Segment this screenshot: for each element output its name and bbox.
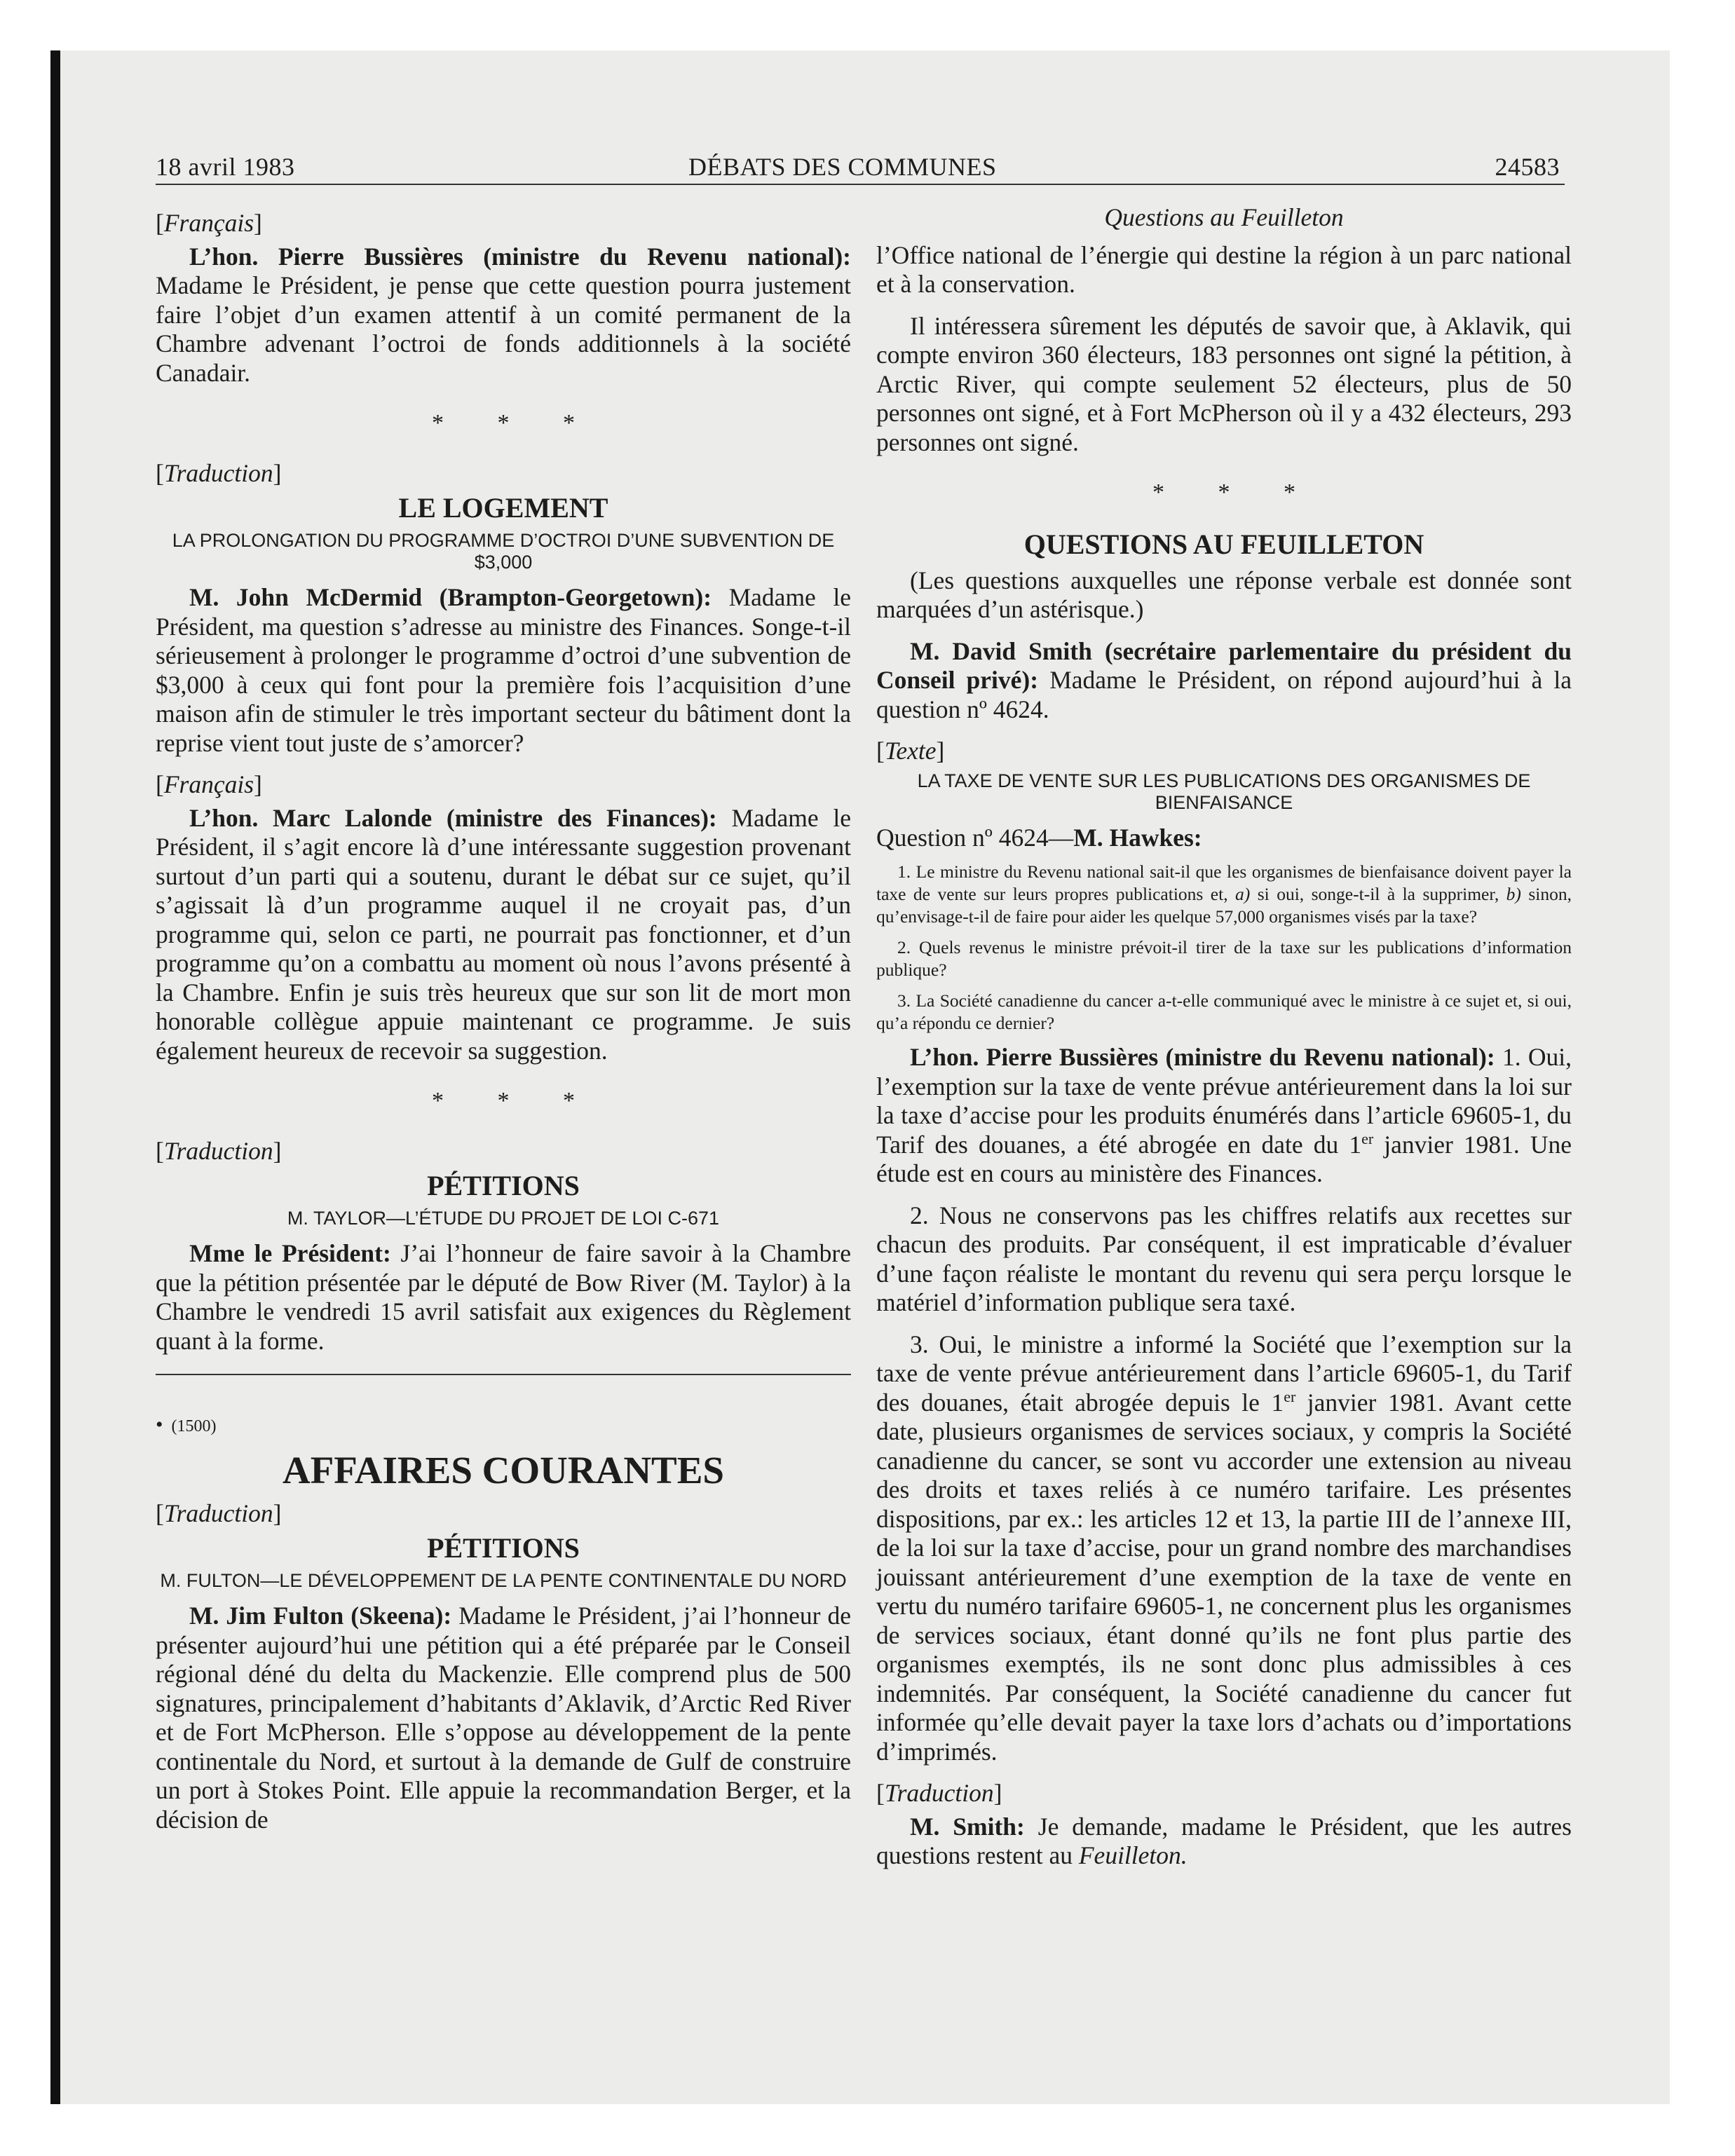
header-date: 18 avril 1983 — [156, 153, 295, 181]
speech-paragraph: L’hon. Pierre Bussières (ministre du Revenu national): Madame le Président, je pense que cette question pourra justement faire l’objet d’un examen attentif à un comité permanent de la Chambre advenant l’octroi de fonds additionnels à la société Canadair. — [156, 242, 851, 387]
language-marker: [Traduction] — [156, 1136, 282, 1165]
speech-paragraph: M. Jim Fulton (Skeena): Madame le Président, j’ai l’honneur de présenter aujourd’hui une pétition qui a été préparée par le Conseil régional déné du delta du Mackenzie. Elle comprend plus de 500 signatures, principalement d’habitants d’Aklavik, d’Arctic Red River et de Fort McPherson. Elle s’oppose au développement de la pente continentale du Nord, et surtout à la demande de Gulf de construire un port à Stokes Point. Elle appuie la recommandation Berger, et la décision de — [156, 1602, 852, 1834]
language-marker: [Traduction] — [876, 1779, 1002, 1807]
speech-paragraph: M. David Smith (secrétaire parlementaire du président du Conseil privé): Madame le Président, on répond aujourd’hui à la question nº 4624. — [876, 636, 1572, 723]
language-marker: [Français] — [156, 770, 262, 798]
section-heading: PÉTITIONS — [427, 1170, 580, 1201]
language-marker: [Français] — [156, 209, 262, 237]
speech-paragraph: M. John McDermid (Brampton-Georgetown): Madame le Président, ma question s’adresse au ministre des Finances. Songe-t-il sérieusement à prolonger le programme d’octroi d’une subvention de $3,000 à ceux qui font pour la première fois l’acquisition d’une maison afin de stimuler le très important secteur du bâtiment dont la reprise vient tout juste de s’amorcer? — [156, 583, 851, 757]
speaker-name: M. John McDermid (Brampton-Georgetown): — [189, 583, 712, 611]
major-heading: AFFAIRES COURANTES — [282, 1448, 725, 1492]
question-item: 3. La Société canadienne du cancer a-t-elle communiqué avec le ministre à ce sujet et, si oui, qu’a répondu ce dernier? — [876, 990, 1572, 1033]
section-separator: * * * — [432, 410, 599, 436]
time-marker: • (1500) — [156, 1413, 217, 1436]
note-paragraph: (Les questions auxquelles une réponse verbale est donnée sont marquées d’un astérisque.) — [876, 566, 1572, 623]
speech-paragraph: M. Smith: Je demande, madame le Président, que les autres questions restent au Feuilleton. — [876, 1812, 1572, 1869]
speech-paragraph: l’Office national de l’énergie qui destine la région à un parc national et à la conservation. — [876, 240, 1572, 298]
speaker-name: L’hon. Marc Lalonde (ministre des Finances): — [189, 803, 717, 832]
section-rule — [156, 1374, 851, 1375]
section-subheading: M. TAYLOR—L’ÉTUDE DU PROJET DE LOI C-671 — [287, 1208, 720, 1229]
question-item: 1. Le ministre du Revenu national sait-il que les organismes de bienfaisance doivent payer la taxe de vente sur leurs propres publications et, a) si oui, songe-t-il à la supprimer, b) sinon, qu’envisage-t-il de faire pour aider les quelque 57,000 organismes visés par la taxe? — [876, 861, 1572, 927]
binding-edge — [50, 50, 60, 2104]
section-heading: QUESTIONS AU FEUILLETON — [1023, 528, 1424, 560]
speech-paragraph: Il intéressera sûrement les députés de savoir que, à Aklavik, qui compte environ 360 électeurs, 183 personnes ont signé la pétition, à Arctic River, qui compte seulement 52 électeurs, plus de 50 personnes ont signé, et à Fort McPherson où il y a 432 électeurs, 293 personnes ont signé. — [876, 311, 1572, 456]
running-head: Questions au Feuilleton — [1104, 203, 1344, 231]
section-subheading: M. FULTON—LE DÉVELOPPEMENT DE LA PENTE CONTINENTALE DU NORD — [160, 1570, 847, 1591]
answer-paragraph: 3. Oui, le ministre a informé la Société que l’exemption sur la taxe de vente prévue antérieurement dans l’article 69605-1, du Tarif des douanes, était abrogée depuis le 1er janvier 1981. Avant cette date, plusieurs organismes de services sociaux, y compris la Société canadienne du cancer, se sont vu accorder une extension au niveau des droits et taxes reliés à ce numéro tarifaire. Les présentes dispositions, par ex.: les articles 12 et 13, la partie III de l’annexe III, de la loi sur la taxe d’accise, pour un grand nombre des marchandises jouissant antérieurement d’une exemption de la taxe de vente en vertu du numéro tarifaire 69605-1, ne concernent plus les organismes de services sociaux, étant donné qu’ils ne font plus partie des organismes exemptés, ils ne sont donc plus admissibles à ces indemnités. Par conséquent, la Société canadienne du cancer fut informée qu’elle devait payer la taxe lors d’achats ou d’importations d’imprimés. — [876, 1330, 1572, 1766]
question-item: 2. Quels revenus le ministre prévoit-il tirer de la taxe sur les publications d’information publique? — [876, 937, 1572, 980]
answer-paragraph: 2. Nous ne conservons pas les chiffres relatifs aux recettes sur chacun des produits. Par conséquent, il est impraticable d’évaluer d’une façon réaliste le montant du revenu qui sera perçu lorsque le matériel d’information publique sera taxé. — [876, 1201, 1572, 1316]
language-marker: [Traduction] — [156, 1499, 282, 1527]
header-page-number: 24583 — [1495, 153, 1560, 181]
speaker-name: M. Jim Fulton (Skeena): — [189, 1602, 452, 1630]
speaker-name: L’hon. Pierre Bussières (ministre du Revenu national): — [910, 1043, 1495, 1071]
header-title: DÉBATS DES COMMUNES — [688, 153, 997, 181]
speaker-name: Mme le Président: — [189, 1239, 391, 1267]
speaker-name: M. David Smith (secrétaire parlementaire du président du Conseil privé): — [876, 636, 1572, 694]
language-marker: [Texte] — [876, 737, 945, 765]
section-subheading: LA TAXE DE VENTE SUR LES PUBLICATIONS DES ORGANISMES DE BIENFAISANCE — [917, 770, 1531, 813]
language-marker: [Traduction] — [156, 458, 282, 487]
speaker-name: L’hon. Pierre Bussières (ministre du Revenu national): — [189, 242, 851, 271]
question-title: Question nº 4624—M. Hawkes: — [876, 823, 1202, 852]
speech-paragraph: L’hon. Marc Lalonde (ministre des Finances): Madame le Président, il s’agit encore là d’une intéressante suggestion provenant surtout d’un parti qui a soutenu, durant le débat sur ce sujet, qu’il s’agissait là d’un programme auquel il ne croyait pas, d’un programme qui, selon ce parti, ne pourrait pas fonctionner, et d’un programme qu’on a combattu au moment où nous l’avons présenté à la Chambre. Enfin je suis très heureux que sur son lit de mort mon honorable collègue appuie maintenant ce programme. Je suis également heureux de recevoir sa suggestion. — [156, 803, 851, 1065]
section-subheading: LA PROLONGATION DU PROGRAMME D’OCTROI D’UNE SUBVENTION DE $3,000 — [172, 530, 835, 573]
section-separator: * * * — [1152, 479, 1319, 505]
section-heading: PÉTITIONS — [427, 1532, 580, 1564]
speech-paragraph: Mme le Président: J’ai l’honneur de faire savoir à la Chambre que la pétition présentée par le député de Bow River (M. Taylor) à la Chambre le vendredi 15 avril satisfait aux exigences du Règlement quant à la forme. — [156, 1239, 851, 1355]
right-column — [876, 203, 1572, 1883]
left-column — [156, 203, 851, 1847]
speaker-name: M. Smith: — [910, 1812, 1025, 1841]
section-heading: LE LOGEMENT — [398, 492, 608, 524]
answer-paragraph: L’hon. Pierre Bussières (ministre du Revenu national): 1. Oui, l’exemption sur la taxe de vente prévue antérieurement dans la loi sur la taxe d’accise pour les produits énumérés dans l’article 69605-1, du Tarif des douanes, a été abrogée en date du 1er janvier 1981. Une étude est en cours au ministère des Finances. — [876, 1043, 1572, 1187]
section-separator: * * * — [432, 1088, 599, 1114]
bullet-icon: • — [156, 1413, 163, 1436]
header-rule — [156, 184, 1565, 185]
